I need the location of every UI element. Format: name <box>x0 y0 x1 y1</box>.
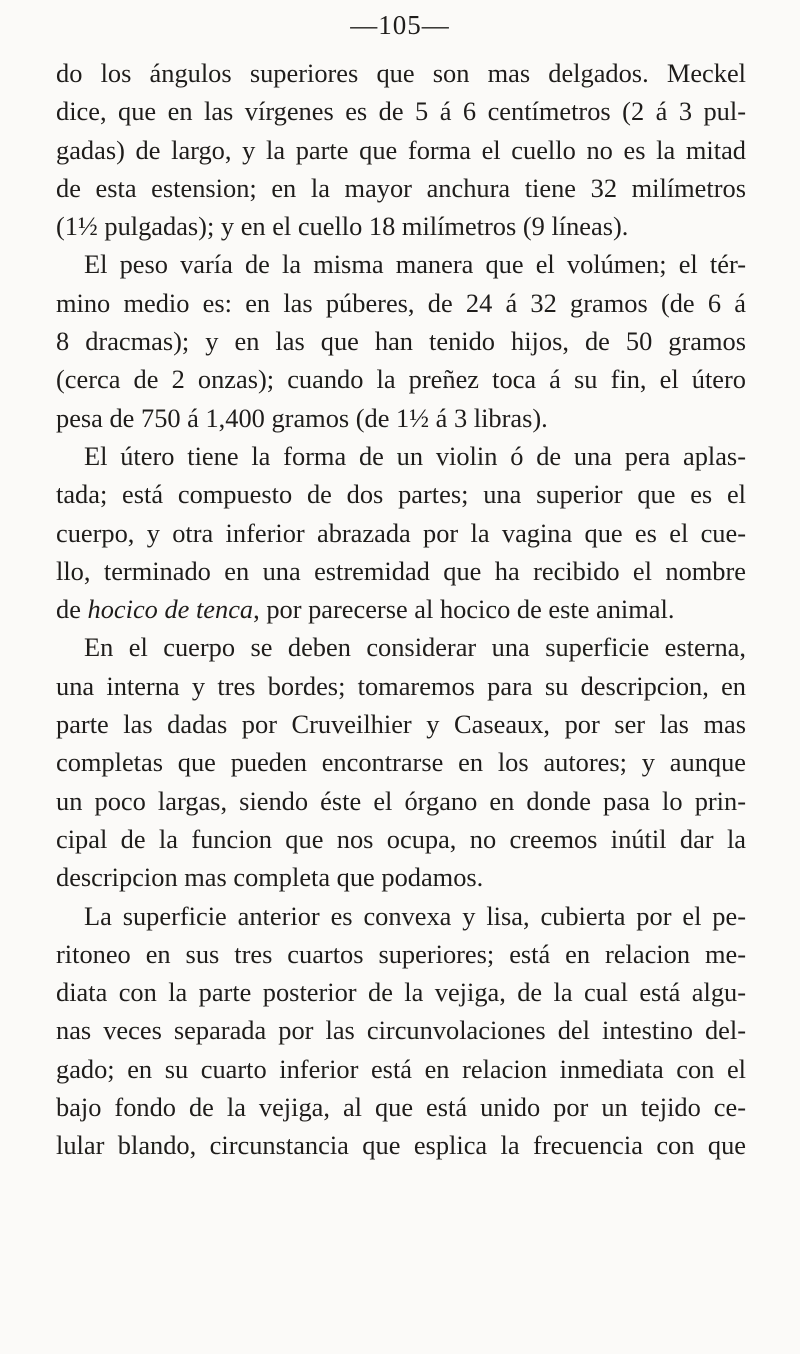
text-line: una interna y tres bordes; tomaremos para su descripcion, en <box>56 670 746 701</box>
text-line: parte las dadas por Cruveilhier y Caseaux, por ser las mas <box>56 709 746 740</box>
text-line: de esta estension; en la mayor anchura tiene 32 milímetros <box>56 172 746 203</box>
text-line: El útero tiene la forma de un violin ó de una pera aplas- <box>84 440 746 471</box>
text-line: pesa de 750 á 1,400 gramos (de 1½ á 3 libras). <box>56 402 548 433</box>
text-line: descripcion mas completa que podamos. <box>56 862 484 893</box>
text-line: mino medio es: en las púberes, de 24 á 32 gramos (de 6 á <box>56 287 746 318</box>
text-line: llo, terminado en una estremidad que ha recibido el nombre <box>56 555 746 586</box>
text-line: (cerca de 2 onzas); cuando la preñez toca á su fin, el útero <box>56 364 746 395</box>
text-line: cipal de la funcion que nos ocupa, no creemos inútil dar la <box>56 823 746 854</box>
text-line: (1½ pulgadas); y en el cuello 18 milímetros (9 líneas). <box>56 211 629 242</box>
text-line: gado; en su cuarto inferior está en relacion inmediata con el <box>56 1053 746 1084</box>
text-line: completas que pueden encontrarse en los autores; y aunque <box>56 747 746 778</box>
text-line: dice, que en las vírgenes es de 5 á 6 centímetros (2 á 3 pul- <box>56 96 746 127</box>
body-text <box>56 54 746 1165</box>
text-line: de hocico de tenca, por parecerse al hocico de este animal. <box>56 594 675 625</box>
text-line: cuerpo, y otra inferior abrazada por la vagina que es el cue- <box>56 517 746 548</box>
text-line: un poco largas, siendo éste el órgano en donde pasa lo prin- <box>56 785 746 816</box>
text-line: nas veces separada por las circunvolaciones del intestino del- <box>56 1015 746 1046</box>
text-line: tada; está compuesto de dos partes; una superior que es el <box>56 479 746 510</box>
text-line: El peso varía de la misma manera que el volúmen; el tér- <box>84 249 746 280</box>
italic-term: hocico de tenca <box>87 594 254 625</box>
text-line: gadas) de largo, y la parte que forma el cuello no es la mitad <box>56 134 746 165</box>
text-line: lular blando, circunstancia que esplica la frecuencia con que <box>56 1130 746 1161</box>
text-line: bajo fondo de la vejiga, al que está unido por un tejido ce- <box>56 1092 746 1123</box>
text-line: 8 dracmas); y en las que han tenido hijos, de 50 gramos <box>56 326 746 357</box>
text-line: ritoneo en sus tres cuartos superiores; está en relacion me- <box>56 938 746 969</box>
text-line: En el cuerpo se deben considerar una superficie esterna, <box>84 632 746 663</box>
page-number: —105— <box>350 10 450 40</box>
text-line: La superficie anterior es convexa y lisa, cubierta por el pe- <box>84 900 746 931</box>
text-line: diata con la parte posterior de la vejiga, de la cual está algu- <box>56 977 746 1008</box>
text-line: do los ángulos superiores que son mas delgados. Meckel <box>56 58 746 88</box>
